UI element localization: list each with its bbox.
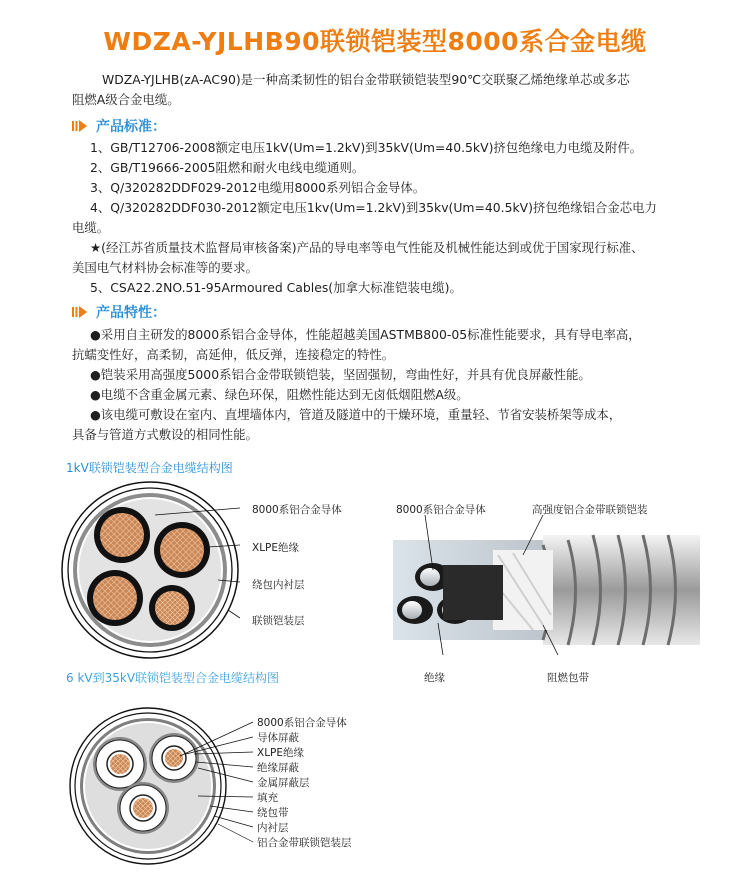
section-arrow-icon <box>72 305 88 319</box>
diagram1-label-armour: 联锁铠装层 <box>252 615 305 627</box>
core-bottom-left <box>87 570 143 626</box>
core-c <box>117 782 169 834</box>
diagram2-label-conductor-screen: 导体屏蔽 <box>257 732 299 744</box>
diagram1-title: 1kV联锁铠装型合金电缆结构图 <box>66 461 233 475</box>
feature-line-4: ●该电缆可敷设在室内、直埋墙体内，管道及隧道中的干燥环境，重量轻、节省安装桥架等成本， <box>90 407 622 422</box>
standards-heading-text: 产品标准： <box>96 119 166 135</box>
standards-heading <box>72 116 166 136</box>
core-top-left <box>94 507 150 563</box>
features-heading-text: 产品特性： <box>96 305 166 321</box>
core-bottom-right <box>149 585 195 631</box>
section-arrow-icon <box>72 119 88 133</box>
diagram2-label-inner-layer: 内衬层 <box>257 822 289 834</box>
standard-line-1: 1、GB/T12706-2008额定电压1kV(Um=1.2kV)到35kV(Um=40.5kV)挤包绝缘电力电缆及附件。 <box>90 140 643 155</box>
diagram2-label-insulation: XLPE绝缘 <box>257 747 305 759</box>
cable-cross-section-35kv <box>68 706 228 866</box>
standard-line-4: 4、Q/320282DDF030-2012额定电压1kv(Um=1.2kV)到35kv(Um=40.5kV)挤包绝缘铝合金芯电力 <box>90 200 657 215</box>
standard-line-2: 2、GB/T19666-2005阻燃和耐火电线电缆通则。 <box>90 160 365 175</box>
standard-line-5: 5、CSA22.2NO.51-95Armoured Cables(加拿大标准铠装电缆)。 <box>90 280 462 295</box>
feature-line-3: ●电缆不含重金属元素、绿色环保，阻燃性能达到无卤低烟阻燃A级。 <box>90 387 469 402</box>
diagram1-label-insulation: XLPE绝缘 <box>252 542 300 554</box>
standard-note-line-2: 美国电气材料协会标准等的要求。 <box>72 260 258 275</box>
photo-label-insulation: 绝缘 <box>424 672 445 684</box>
standard-line-4-cont: 电缆。 <box>72 220 110 235</box>
diagram2-label-wrapping-tape: 绕包带 <box>257 807 289 819</box>
intro-line-2: 阻燃A级合金电缆。 <box>72 92 180 107</box>
photo-label-flame-wrap: 阻燃包带 <box>547 672 589 684</box>
diagram2-label-filler: 填充 <box>257 792 278 804</box>
feature-line-4-cont: 具备与管道方式敷设的相同性能。 <box>72 427 258 442</box>
diagram2-label-armour: 铝合金带联锁铠装层 <box>257 837 352 849</box>
cable-cross-section-1kv <box>60 480 240 660</box>
photo-label-conductor: 8000系铝合金导体 <box>396 504 486 516</box>
feature-line-1: ●采用自主研发的8000系铝合金导体，性能超越美国ASTMB800-05标准性能要求，具有导电率高， <box>90 327 641 342</box>
page-title: WDZA-YJLHB90联锁铠装型8000系合金电缆 <box>103 27 647 56</box>
standard-line-3: 3、Q/320282DDF029-2012电缆用8000系列铝合金导体。 <box>90 180 426 195</box>
feature-line-2: ●铠装采用高强度5000系铝合金带联锁铠装，坚固强韧，弯曲性好，并具有优良屏蔽性能。 <box>90 367 591 382</box>
diagram1-label-conductor: 8000系铝合金导体 <box>252 504 342 516</box>
diagram2-label-insulation-screen: 绝缘屏蔽 <box>257 762 299 774</box>
standard-note-line-1: ★(经江苏省质量技术监督局审核备案)产品的导电率等电气性能及机械性能达到或优于国家现行标准、 <box>90 240 644 255</box>
cable-photo-illustration <box>393 515 700 655</box>
features-heading <box>72 302 166 322</box>
diagram2-label-metal-screen: 金属屏蔽层 <box>257 777 310 789</box>
intro-line-1: WDZA-YJLHB(zA-AC90)是一种高柔韧性的铝台金带联锁铠装型90℃交联聚乙烯绝缘单芯或多芯 <box>102 72 630 87</box>
core-right <box>154 522 210 578</box>
feature-line-1-cont: 抗蠕变性好，高柔韧，高延伸，低反弹，连接稳定的特性。 <box>72 347 395 362</box>
photo-label-armour: 高强度铝合金带联锁铠装 <box>532 504 648 516</box>
diagram2-title: 6 kV到35kV联锁铠装型合金电缆结构图 <box>66 671 280 685</box>
diagram2-label-conductor: 8000系铝合金导体 <box>257 717 347 729</box>
core-b <box>149 733 199 783</box>
diagram1-label-inner-layer: 绕包内衬层 <box>252 579 305 591</box>
